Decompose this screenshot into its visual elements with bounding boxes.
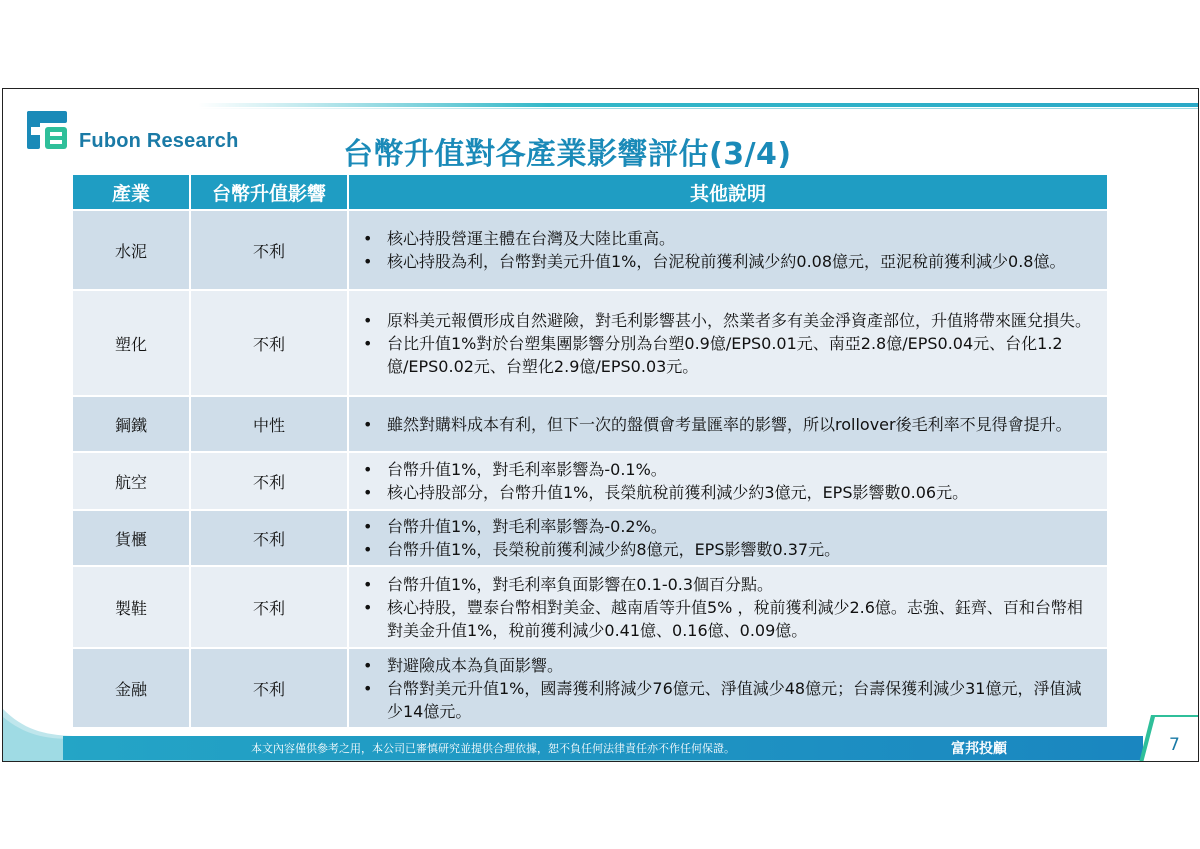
note-item: • 台幣升值1%，對毛利率負面影響在0.1-0.3個百分點。 <box>361 573 1097 596</box>
industry-cell: 貨櫃 <box>72 510 190 566</box>
notes-cell <box>348 210 1108 290</box>
footer-accent <box>1133 715 1199 762</box>
impact-cell: 不利 <box>190 566 348 648</box>
note-item: • 台幣升值1%，對毛利率影響為-0.2%。 <box>361 515 1097 538</box>
impact-cell: 不利 <box>190 648 348 728</box>
table-row <box>72 210 1108 290</box>
note-item: • 核心持股，豐泰台幣相對美金、越南盾等升值5% ，稅前獲利減少2.6億。志強、鈺齊、百和台幣相對美金升值1%，稅前獲利減少0.41億、0.16億、0.09億。 <box>361 596 1097 642</box>
header-stripe-thin <box>198 108 1199 109</box>
note-item: • 台比升值1%對於台塑集團影響分別為台塑0.9億/EPS0.01元、南亞2.8億/EPS0.04元、台化1.2億/EPS0.02元、台塑化2.9億/EPS0.03元。 <box>361 332 1097 378</box>
column-header-industry: 產業 <box>72 174 190 210</box>
note-item: • 雖然對購料成本有利，但下一次的盤價會考量匯率的影響，所以rollover後毛利率不見得會提升。 <box>361 413 1097 436</box>
note-item: • 核心持股營運主體在台灣及大陸比重高。 <box>361 227 1097 250</box>
footer-disclaimer: 本文內容僅供參考之用，本公司已審慎研究並提供合理依據，恕不負任何法律責任亦不作任何保證。 <box>251 742 735 755</box>
impact-cell: 不利 <box>190 290 348 396</box>
industry-cell: 水泥 <box>72 210 190 290</box>
notes-cell <box>348 290 1108 396</box>
note-item: • 對避險成本為負面影響。 <box>361 654 1097 677</box>
industry-cell: 航空 <box>72 452 190 510</box>
brand-name: Fubon Research <box>79 130 239 152</box>
table-row <box>72 396 1108 452</box>
industry-cell: 金融 <box>72 648 190 728</box>
notes-cell <box>348 396 1108 452</box>
note-item: • 核心持股為利，台幣對美元升值1%，台泥稅前獲利減少約0.08億元，亞泥稅前獲利減少0.8億。 <box>361 250 1097 273</box>
table-row <box>72 290 1108 396</box>
table-row <box>72 452 1108 510</box>
impact-cell: 不利 <box>190 210 348 290</box>
table-row <box>72 510 1108 566</box>
table-header-row <box>72 174 1108 210</box>
fubon-logo-icon <box>25 107 71 153</box>
industry-impact-table <box>71 173 1109 729</box>
impact-cell: 不利 <box>190 452 348 510</box>
note-item: • 原料美元報價形成自然避險，對毛利影響甚小，然業者多有美金淨資產部位，升值將帶來匯兌損失。 <box>361 309 1097 332</box>
industry-cell: 鋼鐵 <box>72 396 190 452</box>
page-title: 台幣升值對各產業影響評估(3/4) <box>343 137 792 172</box>
table-row <box>72 566 1108 648</box>
slide <box>2 88 1199 762</box>
header-stripe <box>198 103 1199 107</box>
note-item: • 核心持股部分，台幣升值1%，長榮航稅前獲利減少約3億元，EPS影響數0.06元。 <box>361 481 1097 504</box>
industry-cell: 製鞋 <box>72 566 190 648</box>
note-item: • 台幣升值1%，對毛利率影響為-0.1%。 <box>361 458 1097 481</box>
impact-cell: 中性 <box>190 396 348 452</box>
notes-cell <box>348 566 1108 648</box>
notes-cell <box>348 452 1108 510</box>
column-header-notes: 其他說明 <box>348 174 1108 210</box>
note-item: • 台幣對美元升值1%，國壽獲利將減少76億元、淨值減少48億元；台壽保獲利減少31億元，淨值減少14億元。 <box>361 677 1097 723</box>
note-item: • 台幣升值1%，長榮稅前獲利減少約8億元，EPS影響數0.37元。 <box>361 538 1097 561</box>
footer-brand: 富邦投顧 <box>951 741 1007 757</box>
page-number: 7 <box>1169 735 1180 755</box>
impact-cell: 不利 <box>190 510 348 566</box>
column-header-impact: 台幣升值影響 <box>190 174 348 210</box>
notes-cell <box>348 510 1108 566</box>
industry-cell: 塑化 <box>72 290 190 396</box>
